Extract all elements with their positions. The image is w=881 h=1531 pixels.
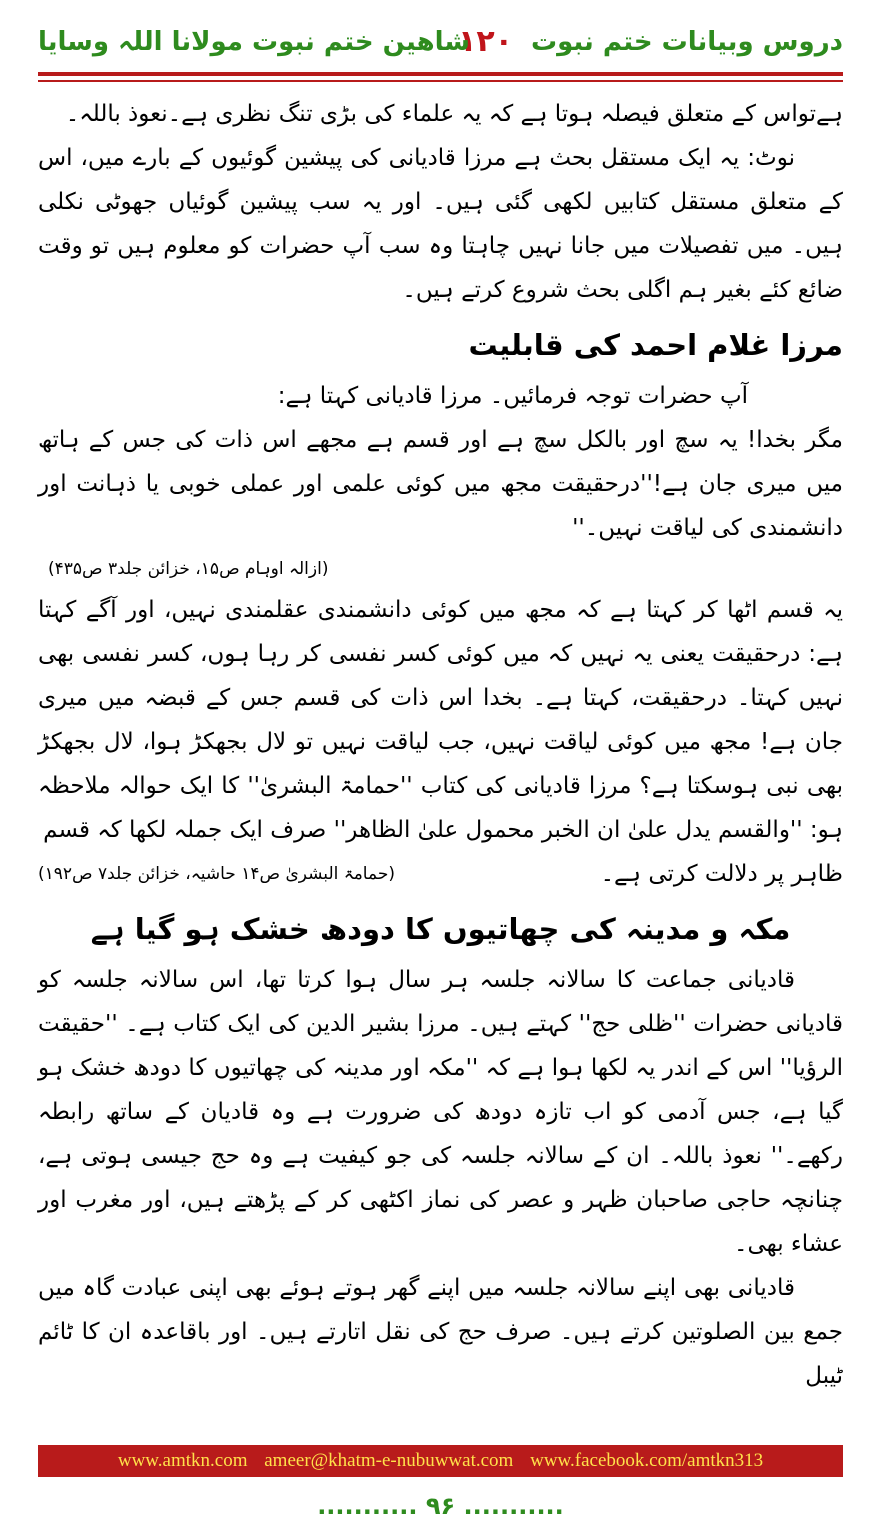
page-number: ۹۶: [425, 1492, 456, 1520]
paragraph-1: ہےتواس کے متعلق فیصلہ ہوتا ہے کہ یہ علماء کی بڑی تنگ نظری ہے۔نعوذ باللہ۔: [65, 101, 843, 127]
quote-block: مگر بخدا! یہ سچ اور بالکل سچ ہے اور قسم ہے مجھے اس ذات کی جس کے ہاتھ میں میری جان ہے!''درحقیقت مجھ میں کوئی علمی اور عملی خوبی یا ذہانت اور دانشمندی کی لیاقت نہیں۔'': [38, 427, 843, 541]
header-rule-thick: [38, 72, 843, 76]
facebook-link[interactable]: www.facebook.com/amtkn313: [530, 1450, 764, 1471]
paragraph-4: قادیانی جماعت کا سالانہ جلسہ ہر سال ہوا کرتا تھا، اس سالانہ جلسہ کو قادیانی حضرات ''ظلی حج'' کہتے ہیں۔ مرزا بشیر الدین کی ایک کتاب ہے۔ ''حقیقت الرؤیا'' اس کے اندر یہ لکھا ہوا ہے کہ ''مکہ اور مدینہ کی چھاتیوں کا دودھ خشک ہو گیا ہے، جس آدمی کو اب تازہ دودھ کی ضرورت ہے وہ قادیان کے ساتھ رابطہ رکھے۔'' نعوذ باللہ۔ ان کے سالانہ جلسہ کی جو کیفیت ہے وہ حج جیسی ہوتی ہے، چنانچہ حاجی صاحبان ظہر و عصر کی نماز اکٹھی کر کے پڑھتے ہیں، اور مغرب اور عشاء بھی۔: [38, 967, 843, 1257]
footer-page-number: [0, 1488, 881, 1524]
website-link[interactable]: www.amtkn.com: [117, 1450, 248, 1471]
reference-2: (حمامۃ البشریٰ ص۱۴ حاشیہ، خزائن جلد۷ ص۱۹۲): [38, 864, 395, 884]
paragraph-note: نوٹ: یہ ایک مستقل بحث ہے مرزا قادیانی کی پیشین گوئیوں کے بارے میں، اس کے متعلق مستقل کتابیں لکھی گئی ہیں۔ اور یہ سب پیشین گوئیاں جھوٹی نکلی ہیں۔ میں تفصیلات میں جانا نہیں چاہتا وہ سب آپ حضرات کو معلوم ہیں تو وقت ضائع کئے بغیر ہم اگلی بحث شروع کرتے ہیں۔: [38, 145, 843, 303]
page-body: [38, 92, 843, 1398]
reference-1: (ازالہ اوہام ص۱۵، خزائن جلد۳ ص۴۳۵): [48, 559, 329, 579]
email-link[interactable]: ameer@khatm-e-nubuwwat.com: [264, 1450, 514, 1471]
paragraph-3-end: ظاہر پر دلالت کرتی ہے۔: [600, 861, 843, 887]
lead-line: آپ حضرات توجہ فرمائیں۔ مرزا قادیانی کہتا ہے:: [277, 383, 748, 409]
dots-right: ...........: [463, 1492, 564, 1520]
header-rule-thin: [38, 80, 843, 82]
author-title: شاهین ختم نبوت مولانا اللہ وسایا: [38, 27, 470, 57]
paragraph-5: قادیانی بھی اپنے سالانہ جلسہ میں اپنے گھر ہوتے ہوئے بھی اپنی عبادت گاہ میں جمع بین الصلوتین کرتے ہیں۔ صرف حج کی نقل اتارتے ہیں۔ اور باقاعدہ ان کا ٹائم ٹیبل: [38, 1275, 843, 1389]
footer-links-bar: [38, 1445, 843, 1477]
section-heading-makkah: مکہ و مدینہ کی چھاتیوں کا دودھ خشک ہو گیا ہے: [90, 912, 791, 946]
section-heading-qabliyat: مرزا غلام احمد کی قابلیت: [468, 328, 843, 362]
book-title: دروس وبیانات ختم نبوت: [531, 27, 843, 57]
paragraph-3-last-line: [38, 852, 843, 896]
dots-left: ...........: [317, 1492, 418, 1520]
header-page-number: ۱۲۰: [458, 24, 513, 59]
page-header: [38, 22, 843, 62]
paragraph-3: یہ قسم اٹھا کر کہتا ہے کہ مجھ میں کوئی دانشمندی عقلمندی نہیں، اور آگے کہتا ہے: درحقیقت یعنی یہ نہیں کہ میں کوئی کسر نفسی کر رہا ہوں، کسر نفسی بھی نہیں کہتا۔ درحقیقت، کہتا ہے۔ بخدا اس ذات کی قسم جس کے قبضہ میں میری جان ہے! مجھ میں کوئی لیاقت نہیں، جب لیاقت نہیں تو لال بجھکڑ ہوا، لال بجھکڑ بھی نبی ہوسکتا ہے؟ مرزا قادیانی کی کتاب ''حمامۃ البشریٰ'' کا ایک حوالہ ملاحظہ ہو: ''والقسم یدل علیٰ ان الخبر محمول علیٰ الظاهر'' صرف ایک جملہ لکھا کہ قسم: [38, 597, 843, 843]
